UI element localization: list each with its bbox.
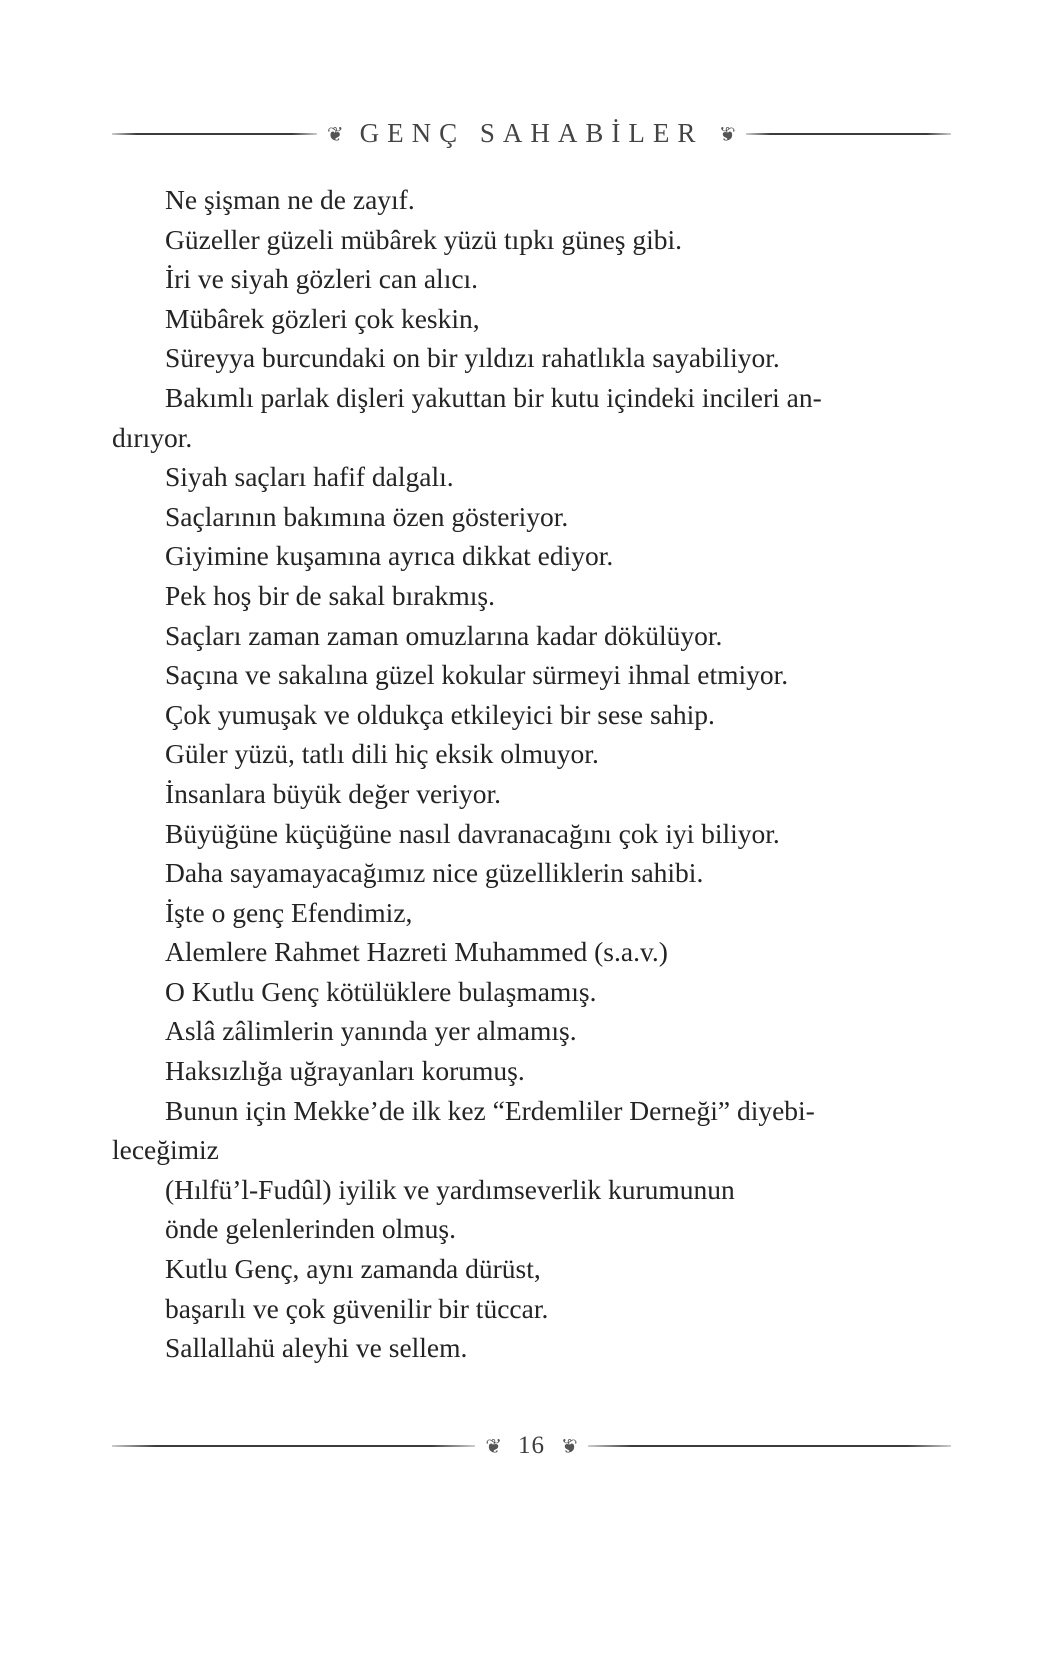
- text-line: dırıyor.: [112, 421, 193, 453]
- text-line: Haksızlığa uğrayanları korumuş.: [165, 1055, 525, 1087]
- footer-floral-ornament-left-icon: ❦: [485, 1434, 502, 1458]
- text-line: Ne şişman ne de zayıf.: [165, 184, 415, 215]
- footer-rule-right: [588, 1445, 951, 1447]
- text-line: leceğimiz: [112, 1134, 219, 1166]
- page-number: 16: [518, 1432, 545, 1459]
- text-line: Aslâ zâlimlerin yanında yer almamış.: [165, 1015, 577, 1047]
- footer-floral-ornament-right-icon: ❦: [561, 1434, 578, 1458]
- text-line: Çok yumuşak ve oldukça etkileyici bir sese sahip.: [165, 698, 715, 730]
- text-line: Saçına ve sakalına güzel kokular sürmeyi ihmal etmiyor.: [165, 659, 789, 691]
- header-rule-left: [112, 133, 317, 135]
- text-line: Saçlarının bakımına özen gösteriyor.: [165, 500, 569, 532]
- text-line: başarılı ve çok güvenilir bir tüccar.: [165, 1292, 549, 1324]
- text-line: Güler yüzü, tatlı dili hiç eksik olmuyor.: [165, 738, 599, 770]
- text-line: Siyah saçları hafif dalgalı.: [165, 461, 454, 493]
- text-line: önde gelenlerinden olmuş.: [165, 1213, 456, 1245]
- text-line: Alemlere Rahmet Hazreti Muhammed (s.a.v.): [165, 936, 668, 968]
- text-line: Güzeller güzeli mübârek yüzü tıpkı güneş gibi.: [165, 223, 683, 255]
- header-floral-ornament-left-icon: ❦: [326, 121, 344, 146]
- text-line: İşte o genç Efendimiz,: [165, 896, 413, 928]
- text-line: Süreyya burcundaki on bir yıldızı rahatlıkla sayabiliyor.: [165, 342, 780, 374]
- body-text: [112, 180, 967, 1368]
- text-line: Daha sayamayacağımız nice güzelliklerin sahibi.: [165, 857, 704, 889]
- header-rule-right: [746, 133, 951, 135]
- page-footer: [112, 1432, 951, 1460]
- header-floral-ornament-right-icon: ❦: [719, 121, 737, 146]
- page-header: [112, 118, 951, 149]
- text-line: Saçları zaman zaman omuzlarına kadar dökülüyor.: [165, 619, 723, 651]
- text-line: Giyimine kuşamına ayrıca dikkat ediyor.: [165, 540, 614, 572]
- text-line: Mübârek gözleri çok keskin,: [165, 302, 480, 334]
- text-line: İri ve siyah gözleri can alıcı.: [165, 263, 479, 295]
- text-line: Bakımlı parlak dişleri yakuttan bir kutu içindeki incileri an-: [165, 381, 822, 413]
- footer-rule-left: [112, 1445, 475, 1447]
- text-line: O Kutlu Genç kötülüklere bulaşmamış.: [165, 975, 597, 1007]
- text-line: Pek hoş bir de sakal bırakmış.: [165, 579, 495, 611]
- text-line: Kutlu Genç, aynı zamanda dürüst,: [165, 1253, 541, 1285]
- text-line: İnsanlara büyük değer veriyor.: [165, 777, 501, 809]
- text-line: Sallallahü aleyhi ve sellem.: [165, 1332, 468, 1364]
- text-line: Büyüğüne küçüğüne nasıl davranacağını çok iyi biliyor.: [165, 817, 780, 849]
- text-line: Bunun için Mekke’de ilk kez “Erdemliler Derneği” diyebi-: [165, 1094, 815, 1126]
- book-title: GENÇ SAHABİLER: [359, 118, 704, 148]
- text-line: (Hılfü’l-Fudûl) iyilik ve yardımseverlik kurumunun: [165, 1173, 735, 1205]
